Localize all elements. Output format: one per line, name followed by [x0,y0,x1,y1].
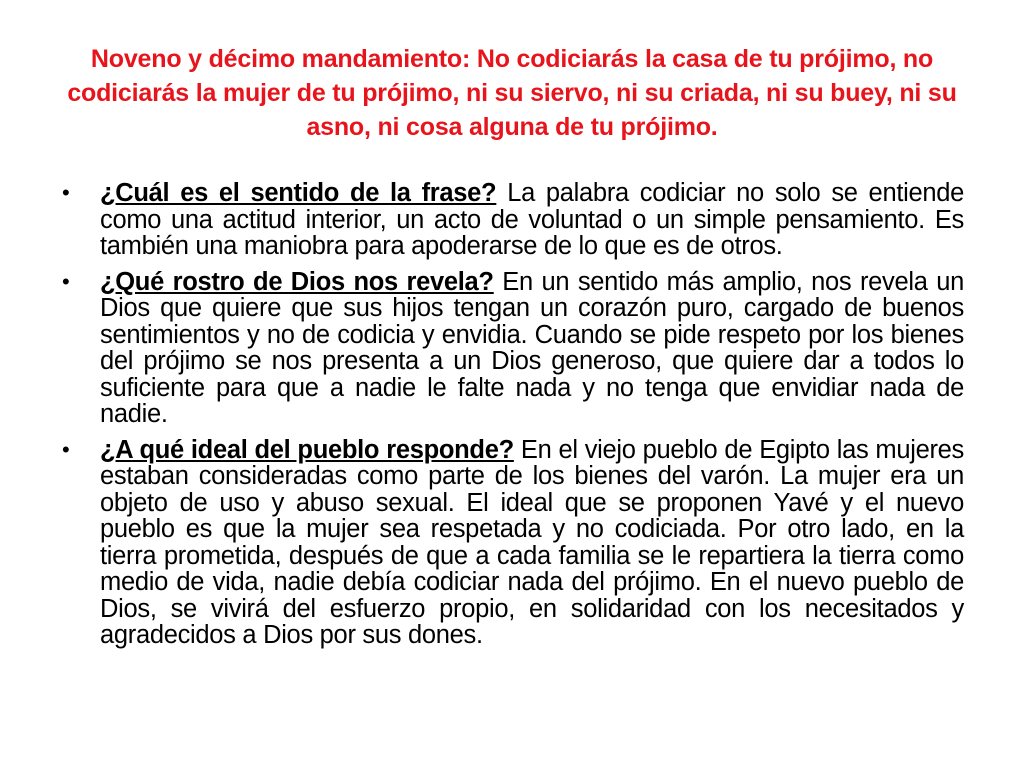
bullet-marker: • [62,436,70,462]
slide-title: Noveno y décimo mandamiento: No codiciarás la casa de tu prójimo, no codiciarás la mujer de tu prójimo, ni su siervo, ni su criada, ni su buey, ni su asno, ni cosa alguna de tu prójimo. [67,45,957,141]
bullet-item-meaning [62,180,964,260]
bullet-question: ¿Cuál es el sentido de la frase? [100,179,497,207]
bullet-marker: • [62,180,70,205]
bullet-question: ¿A qué ideal del pueblo responde? [100,435,514,464]
bullet-item-face-of-god [62,269,964,428]
bullet-text: La palabra codiciar no solo se entiende como una actitud interior, un acto de voluntad o un simple pensamiento. Es también una maniobra para apoderarse de lo que es de otros. [100,179,965,260]
bullet-text: En un sentido más amplio, nos revela un Dios que quiere que sus hijos tengan un corazón puro, cargado de buenos sentimientos y no de codicia y envidia. Cuando se pide respeto por los bienes del prójimo se nos presenta a un Dios generoso, que quiere dar a todos lo suficiente para que a nadie le falte nada y no tenga que envidiar nada de nadie. [100,267,964,428]
bullet-list [62,180,964,658]
bullet-marker: • [62,268,70,294]
bullet-question: ¿Qué rostro de Dios nos revela? [100,267,494,296]
bullet-item-ideal [62,437,964,649]
bullet-text: En el viejo pueblo de Egipto las mujeres estaban consideradas como parte de los bienes del varón. La mujer era un objeto de uso y abuso sexual. El ideal que se proponen Yavé y el nuevo pueblo es que la mujer sea respetada y no codiciada. Por otro lado, en la tierra prometida, después de que a cada familia se le repartiera la tierra como medio de vida, nadie debía codiciar nada del prójimo. En el nuevo pueblo de Dios, se vivirá del esfuerzo propio, en solidaridad con los necesitados y agradecidos a Dios por sus dones. [100,435,964,649]
